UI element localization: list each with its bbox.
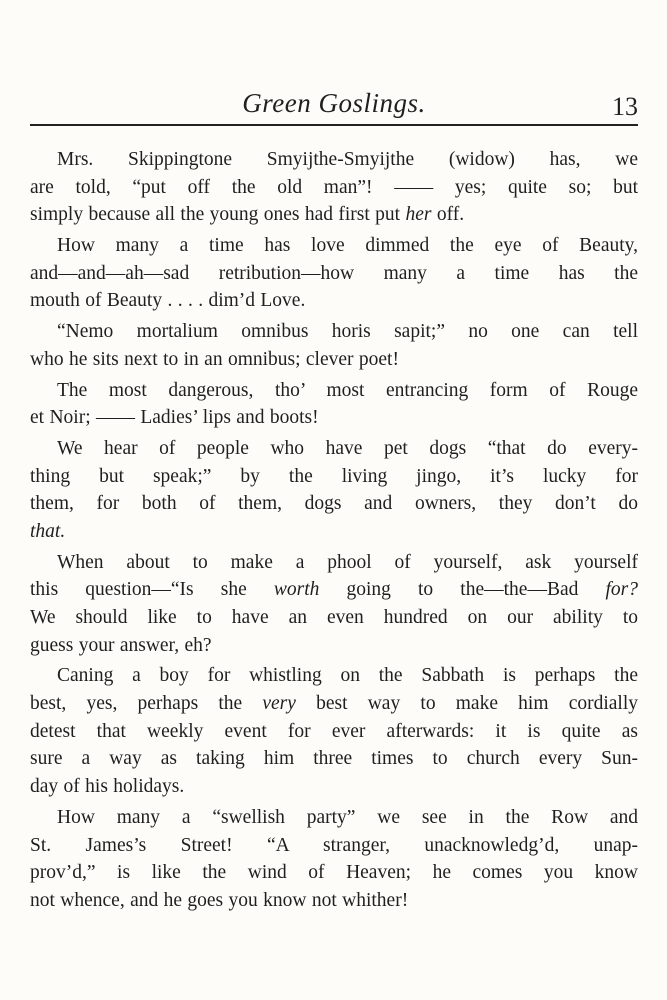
text-run: this question—“Is she <box>30 579 274 601</box>
text-run: are told, “put off the old man”! —— yes; quite so; but <box>30 176 638 198</box>
paragraph <box>30 232 638 315</box>
text-line <box>30 260 638 288</box>
text-line <box>30 804 638 832</box>
text-line <box>30 832 638 860</box>
italic-text: that. <box>30 520 66 542</box>
text-line <box>30 718 638 746</box>
text-run: How many a “swellish party” we see in the Row and <box>57 806 638 828</box>
text-line <box>30 576 638 604</box>
header-rule <box>30 124 638 126</box>
text-run: and—and—ah—sad retribution—how many a time has the <box>30 262 638 284</box>
text-line <box>30 690 638 718</box>
body-text <box>30 146 638 915</box>
paragraph <box>30 662 638 800</box>
text-line <box>30 662 638 690</box>
text-run: day of his holidays. <box>30 776 185 798</box>
text-run: “Nemo mortalium omnibus horis sapit;” no one can tell <box>57 321 638 343</box>
text-line <box>30 174 638 202</box>
text-line <box>30 146 638 174</box>
text-run: We should like to have an even hundred on our ability to <box>30 607 638 628</box>
text-line <box>30 604 638 632</box>
text-line <box>30 490 638 518</box>
text-run: sure a way as taking him three times to church every Sun- <box>30 748 638 770</box>
text-run: mouth of Beauty . . . . dim’d Love. <box>30 290 306 312</box>
text-run: who he sits next to in an omnibus; clever poet! <box>30 348 399 370</box>
text-line <box>30 773 638 801</box>
text-line <box>30 377 638 405</box>
text-line <box>30 463 638 491</box>
text-run: When about to make a phool of yourself, ask yourself <box>57 551 638 573</box>
paragraph <box>30 146 638 229</box>
text-run: not whence, and he goes you know not whither! <box>30 889 409 911</box>
text-run: We hear of people who have pet dogs “that do every- <box>57 437 638 459</box>
text-line <box>30 287 638 315</box>
text-run: How many a time has love dimmed the eye of Beauty, <box>57 235 638 257</box>
text-run: The most dangerous, tho’ most entrancing form of Rouge <box>57 379 638 401</box>
italic-text: her <box>405 204 432 226</box>
paragraph <box>30 549 638 660</box>
italic-text: very <box>262 693 296 715</box>
text-run: simply because all the young ones had first put <box>30 204 406 226</box>
text-line <box>30 346 638 374</box>
text-run: off. <box>431 204 465 226</box>
page-number: 13 <box>612 92 638 121</box>
text-run: et Noir; —— Ladies’ lips and boots! <box>30 407 319 429</box>
text-run: Caning a boy for whistling on the Sabbath is perhaps the <box>57 665 638 687</box>
text-line <box>30 201 638 229</box>
text-line <box>30 745 638 773</box>
text-run: prov’d,” is like the wind of Heaven; he comes you know <box>30 862 638 884</box>
text-line <box>30 887 638 915</box>
text-run: guess your answer, eh? <box>30 634 212 656</box>
text-run: best way to make him cordially <box>295 693 638 715</box>
text-run: detest that weekly event for ever afterwards: it is quite as <box>30 720 638 742</box>
text-run: going to the—the—Bad <box>319 579 606 601</box>
text-run: them, for both of them, dogs and owners, they don’t do <box>30 493 638 515</box>
text-run: best, yes, perhaps the <box>30 693 263 715</box>
text-run: Mrs. Skippingtone Smyijthe-Smyijthe (widow) has, we <box>57 149 638 170</box>
text-line <box>30 859 638 887</box>
text-run: thing but speak;” by the living jingo, it’s lucky for <box>30 465 638 487</box>
text-line <box>30 435 638 463</box>
text-line <box>30 549 638 577</box>
text-line <box>30 318 638 346</box>
italic-text: for? <box>605 579 638 601</box>
text-line <box>30 404 638 432</box>
text-line <box>30 632 638 660</box>
running-title: Green Goslings. <box>242 88 426 118</box>
text-run: St. James’s Street! “A stranger, unacknowledg’d, unap- <box>30 834 638 856</box>
text-line <box>30 232 638 260</box>
page-header <box>30 78 638 126</box>
text-line <box>30 518 638 546</box>
paragraph <box>30 377 638 432</box>
paragraph <box>30 318 638 373</box>
paragraph <box>30 804 638 915</box>
italic-text: worth <box>273 579 320 601</box>
paragraph <box>30 435 638 546</box>
